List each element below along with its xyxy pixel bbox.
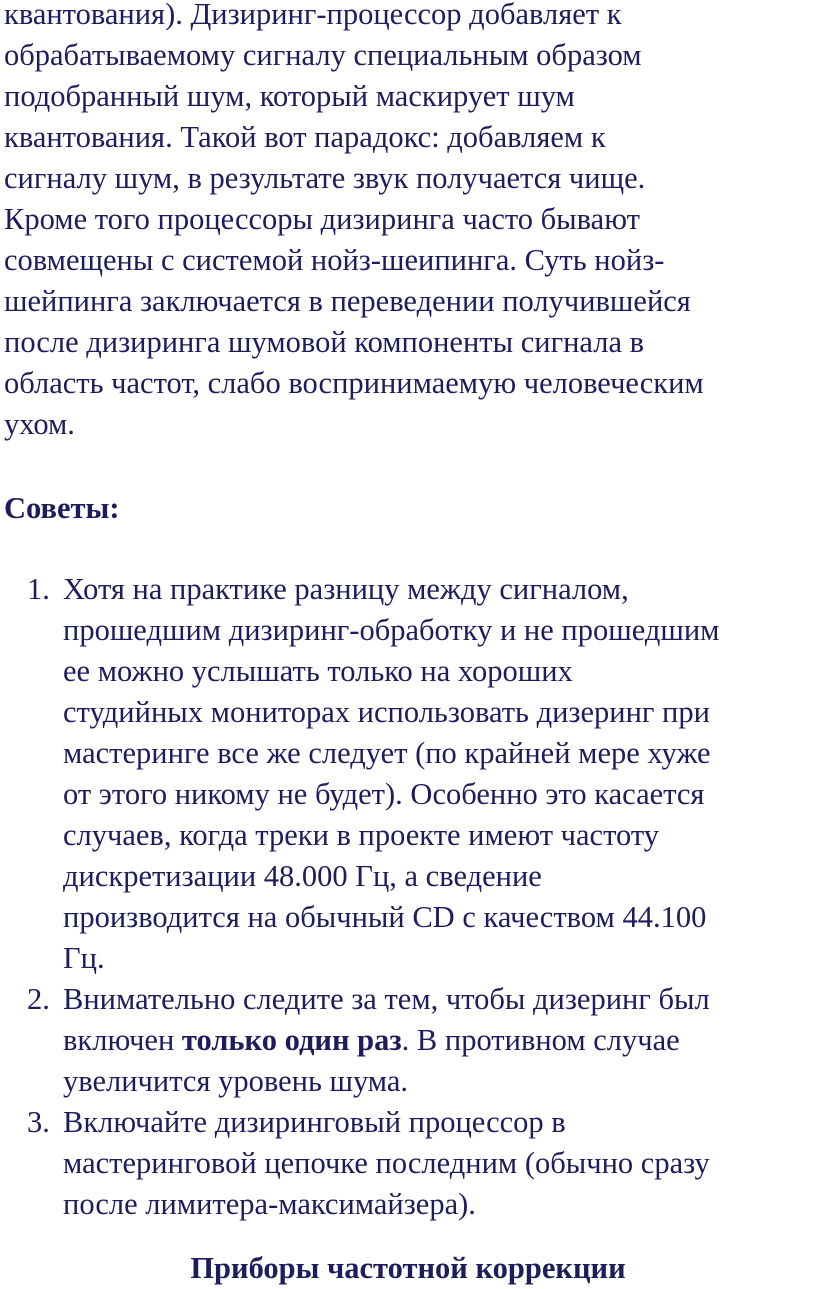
text-line: Хотя на практике разницу между сигналом, <box>63 572 629 606</box>
text-line: мастеринге все же следует (по крайней мере хуже <box>63 736 711 770</box>
text-line-mixed <box>63 1020 812 1061</box>
text-line: увеличится уровень шума. <box>63 1064 409 1098</box>
text-fragment: включен <box>63 1023 182 1057</box>
text-fragment: . В противном случае <box>401 1023 680 1057</box>
tip-item-2 <box>4 979 812 1102</box>
text-line: дискретизации 48.000 Гц, а сведение <box>63 859 542 893</box>
text-line: подобранный шум, который маскирует шум <box>4 79 575 113</box>
text-line: Внимательно следите за тем, чтобы дизеринг был <box>63 982 710 1016</box>
text-line: прошедшим дизиринг-обработку и не прошедшим <box>63 613 720 647</box>
text-line: обрабатываемому сигналу специальным образом <box>4 38 642 72</box>
list-number: 1. <box>27 572 50 606</box>
text-line: мастеринговой цепочке последним (обычно сразу <box>63 1146 710 1180</box>
text-line: совмещены с системой нойз-шеипинга. Суть нойз- <box>4 243 665 277</box>
intro-paragraph <box>4 0 812 445</box>
section-heading: Приборы частотной коррекции <box>190 1251 626 1285</box>
text-line: квантования. Такой вот парадокс: добавляем к <box>4 120 606 154</box>
tip-item-3 <box>4 1102 812 1225</box>
text-line: студийных мониторах использовать дизеринг при <box>63 695 710 729</box>
text-line: ухом. <box>4 407 75 441</box>
document-page <box>4 0 812 1289</box>
text-line: ее можно услышать только на хороших <box>63 654 573 688</box>
text-line: Кроме того процессоры дизиринга часто бывают <box>4 202 640 236</box>
text-line: Включайте дизиринговый процессор в <box>63 1105 566 1139</box>
text-line: Гц. <box>63 941 105 975</box>
list-number: 2. <box>27 982 50 1016</box>
tips-list <box>4 569 812 1225</box>
text-line: случаев, когда треки в проекте имеют частоту <box>63 818 660 852</box>
tip-item-1 <box>4 569 812 979</box>
text-line: после лимитера-максимайзера). <box>63 1187 476 1221</box>
text-line: шейпинга заключается в переведении получившейся <box>4 284 691 318</box>
text-line: область частот, слабо воспринимаемую человеческим <box>4 366 704 400</box>
tips-heading: Советы: <box>4 491 120 525</box>
text-line: после дизиринга шумовой компоненты сигнала в <box>4 325 645 359</box>
text-line: квантования). Дизиринг-процессор добавляет к <box>4 0 622 31</box>
emphasis-text: только один раз <box>181 1023 402 1057</box>
text-line: сигналу шум, в результате звук получается чище. <box>4 161 646 195</box>
text-line: производится на обычный CD с качеством 44.100 <box>63 900 707 934</box>
list-number: 3. <box>27 1105 50 1139</box>
text-line: от этого никому не будет). Особенно это касается <box>63 777 705 811</box>
